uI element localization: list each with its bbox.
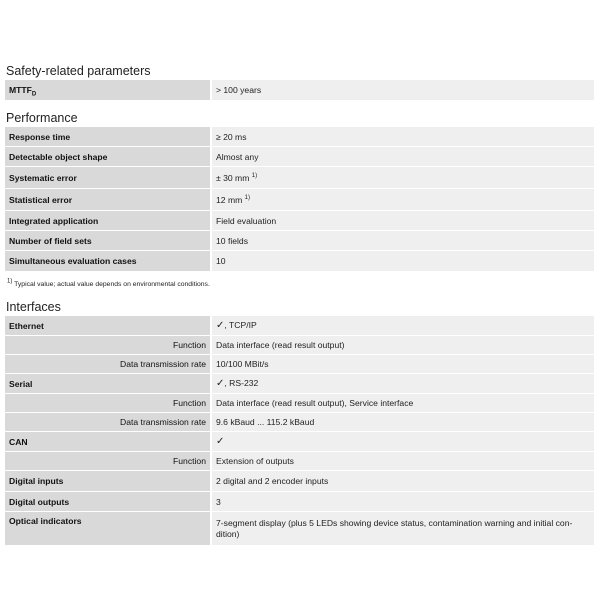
row-label: Optical indicators [5,512,211,546]
table-row [5,452,594,471]
checkmark-icon: ✓ [216,378,225,389]
row-label: Digital outputs [5,492,211,512]
row-value-mttfd: > 100 years [211,80,594,101]
row-sublabel: Function [5,452,211,471]
footnote-text: Typical value; actual value depends on environmental conditions. [12,281,210,288]
row-label: Number of field sets [5,231,211,251]
section-title-performance: Performance [6,111,78,125]
table-row [5,492,594,512]
value-text: ± 30 mm [216,172,250,183]
value-text: , RS-232 [224,378,259,388]
value-text: 12 mm [216,194,243,205]
table-row [5,374,594,394]
footnote-ref: 1) [244,194,250,201]
row-value: 10 fields [211,231,594,251]
section-title-safety: Safety-related parameters [6,64,151,78]
row-label: Systematic error [5,167,211,189]
row-label: Detectable object shape [5,147,211,167]
row-value [211,189,594,211]
table-row [5,127,594,147]
row-label: Integrated application [5,211,211,231]
row-value: 10 [211,251,594,272]
row-label: Digital inputs [5,471,211,492]
row-value: 10/100 MBit/s [211,355,594,374]
footnote [7,278,210,288]
table-row [5,211,594,231]
row-value: 9.6 kBaud ... 115.2 kBaud [211,413,594,432]
row-value [211,167,594,189]
row-value [211,432,594,452]
row-label: CAN [5,432,211,452]
row-label-mttfd [5,80,211,101]
row-label: Statistical error [5,189,211,211]
row-label: Response time [5,127,211,147]
row-value [211,316,594,336]
table-row [5,336,594,355]
mttf-subscript: D [31,91,37,98]
row-sublabel: Function [5,394,211,413]
row-sublabel: Function [5,336,211,355]
table-row [5,355,594,374]
row-label: Serial [5,374,211,394]
table-row [5,394,594,413]
row-value: Data interface (read result output) [211,336,594,355]
row-value: 3 [211,492,594,512]
table-row [5,512,594,546]
value-text: , TCP/IP [224,320,257,330]
row-value: 2 digital and 2 encoder inputs [211,471,594,492]
footnote-ref: 1) [251,172,258,179]
table-row [5,471,594,492]
table-row [5,251,594,272]
safety-section [5,62,594,101]
footnote-marker: 1) [7,278,13,285]
table-row [5,147,594,167]
row-sublabel: Data transmission rate [5,413,211,432]
row-sublabel: Data transmission rate [5,355,211,374]
table-row [5,432,594,452]
safety-table [5,80,594,101]
performance-section [5,109,594,272]
row-value [211,374,594,394]
row-value: Data interface (read result output), Service interface [211,394,594,413]
interfaces-section [5,298,594,546]
table-row [5,231,594,251]
checkmark-icon: ✓ [216,320,225,331]
table-row [5,167,594,189]
table-row [5,316,594,336]
row-label: Simultaneous evaluation cases [5,251,211,272]
row-value: Extension of outputs [211,452,594,471]
mttf-label: MTTF [9,85,32,95]
checkmark-icon: ✓ [216,436,225,447]
section-title-interfaces: Interfaces [6,300,61,314]
row-value: Almost any [211,147,594,167]
row-value: ≥ 20 ms [211,127,594,147]
table-row [5,413,594,432]
row-value: 7-segment display (plus 5 LEDs showing device status, contamination warning and initial con-dition) [211,512,594,546]
interfaces-table [5,316,594,546]
table-row [5,189,594,211]
table-row [5,80,594,101]
performance-table [5,127,594,272]
row-label: Ethernet [5,316,211,336]
row-value: Field evaluation [211,211,594,231]
